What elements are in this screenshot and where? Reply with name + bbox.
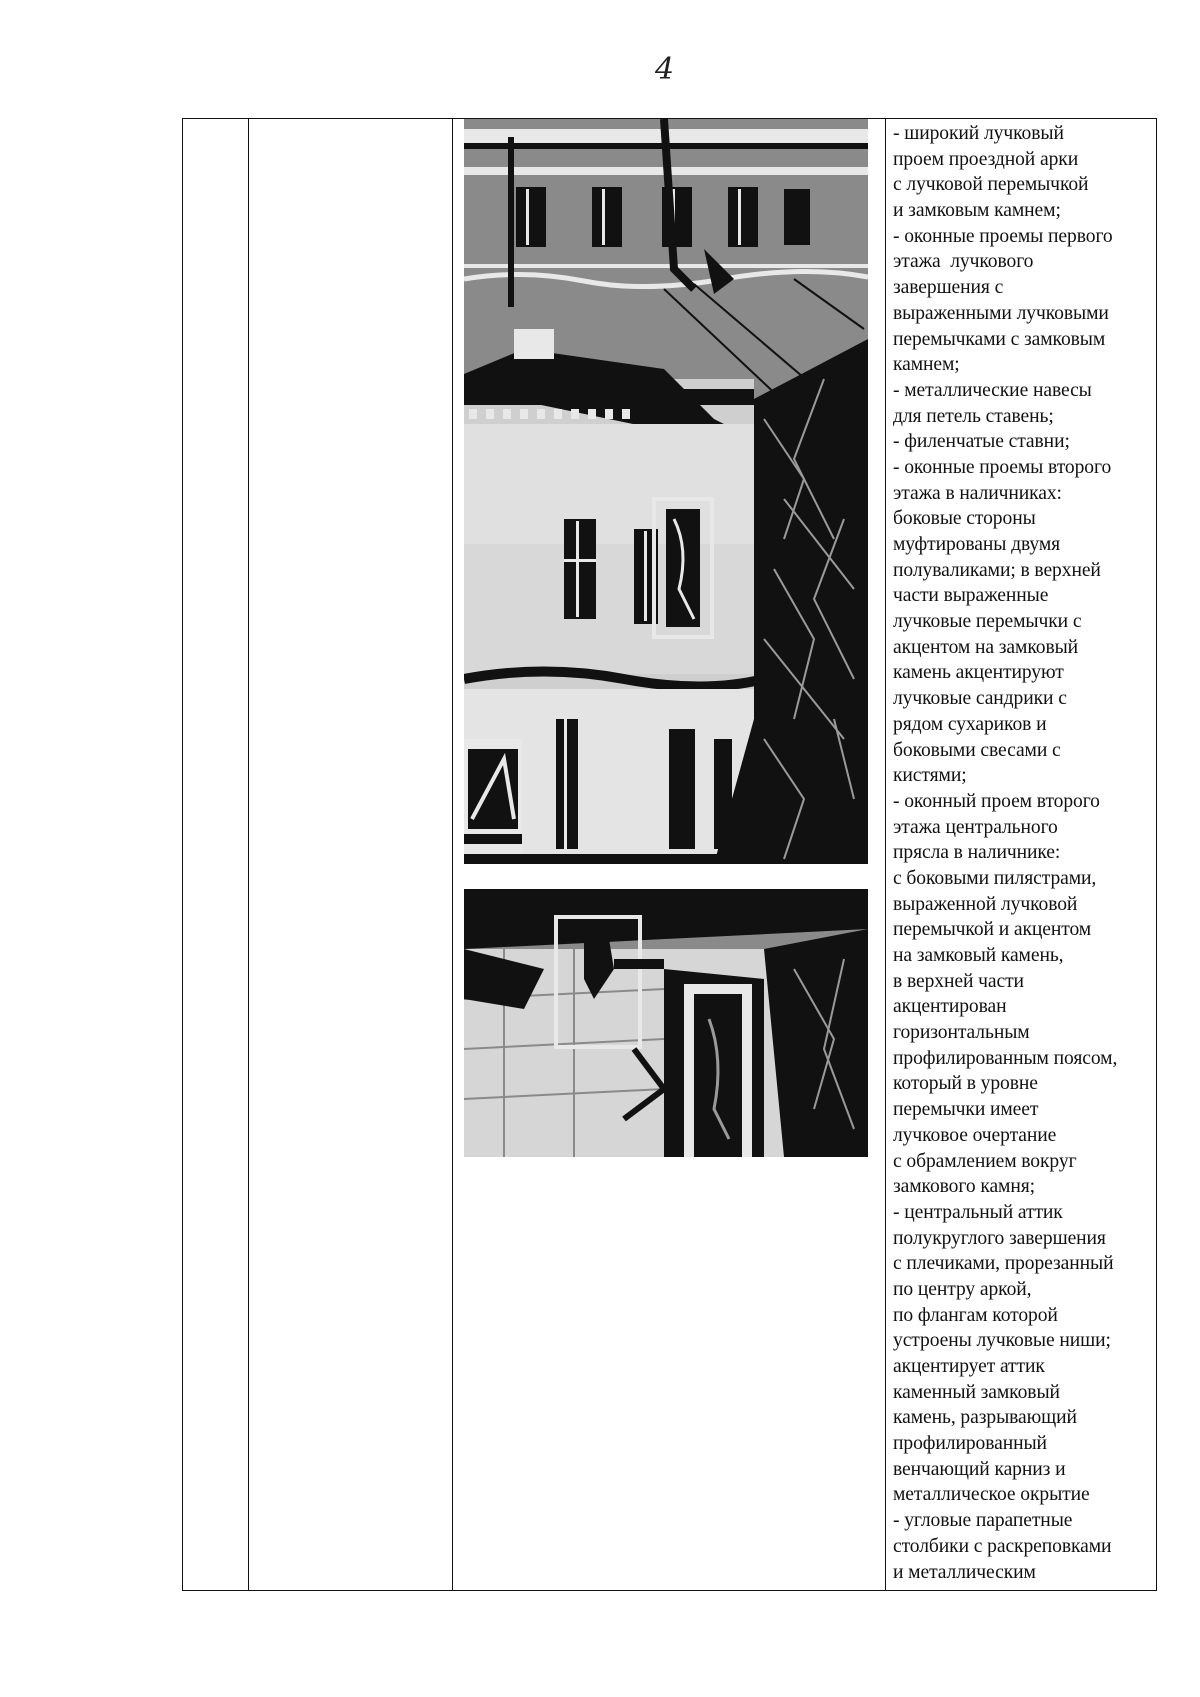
description-line: и металлическим xyxy=(893,1561,1036,1583)
description-line: - филенчатые ставни; xyxy=(893,431,1070,453)
description-line: лучковые перемычки с xyxy=(893,611,1082,633)
description-line: с обрамлением вокруг xyxy=(893,1150,1077,1172)
description-line: с боковыми пилястрами, xyxy=(893,867,1097,889)
description-line: венчающий карниз и xyxy=(893,1458,1066,1480)
description-line: камень, разрывающий xyxy=(893,1407,1077,1429)
description-line: боковые стороны xyxy=(893,508,1036,530)
description-line: с плечиками, прорезанный xyxy=(893,1253,1114,1275)
description-line: этажа центрального xyxy=(893,816,1058,838)
description-line: с лучковой перемычкой xyxy=(893,174,1089,196)
description-line: и замковым камнем; xyxy=(893,200,1061,222)
description-line: - оконные проемы первого xyxy=(893,225,1113,247)
description-line: профилированный xyxy=(893,1433,1047,1455)
description-line: - широкий лучковый xyxy=(893,123,1064,144)
description-line: для петель ставень; xyxy=(893,405,1054,427)
description-line: по флангам которой xyxy=(893,1304,1058,1326)
description-line: прясла в наличнике: xyxy=(893,842,1061,864)
description-line: акцентом на замковый xyxy=(893,636,1079,658)
description-line: акцентирует аттик xyxy=(893,1356,1045,1377)
description-line: камень акцентируют xyxy=(893,662,1064,684)
description-line: рядом сухариков и xyxy=(893,713,1047,735)
description-line: выраженными лучковыми xyxy=(893,302,1109,324)
description-line: устроены лучковые ниши; xyxy=(893,1330,1111,1352)
description-line: полукруглого завершения xyxy=(893,1227,1106,1249)
description-line: - центральный аттик xyxy=(893,1201,1063,1223)
description-line: горизонтальным xyxy=(893,1022,1030,1044)
description-line: проем проездной арки xyxy=(893,148,1079,170)
description-line: каменный замковый xyxy=(893,1381,1060,1403)
document-table xyxy=(182,118,1157,1591)
description-line: перемычками с замковым xyxy=(893,328,1106,350)
column-divider xyxy=(452,119,453,1590)
description-line: завершения с xyxy=(893,277,1004,299)
description-text xyxy=(893,121,1155,1585)
column-divider xyxy=(248,119,249,1590)
description-line: - угловые парапетные xyxy=(893,1510,1073,1532)
description-line: металлическое окрытие xyxy=(893,1484,1090,1506)
description-line: который в уровне xyxy=(893,1073,1038,1095)
description-line: перемычкой и акцентом xyxy=(893,919,1092,941)
description-line: камнем; xyxy=(893,354,960,376)
description-line: столбики с раскреповками xyxy=(893,1535,1112,1557)
description-line: - оконный проем второго xyxy=(893,790,1100,812)
description-line: перемычки имеет xyxy=(893,1099,1039,1121)
description-line: полуваликами; в верхней xyxy=(893,559,1101,581)
window-detail-photo xyxy=(464,889,868,1157)
description-line: лучковые сандрики с xyxy=(893,688,1067,710)
description-line: на замковый камень, xyxy=(893,945,1064,966)
description-line: лучковое очертание xyxy=(893,1124,1057,1146)
description-line: муфтированы двумя xyxy=(893,534,1061,555)
description-line: этажа в наличниках: xyxy=(893,482,1062,504)
description-line: профилированным поясом, xyxy=(893,1047,1118,1069)
building-facade-photo xyxy=(464,119,868,864)
description-line: боковыми свесами с xyxy=(893,739,1061,761)
column-divider xyxy=(885,119,886,1590)
description-line: по центру аркой, xyxy=(893,1278,1032,1300)
description-line: части выраженные xyxy=(893,585,1049,607)
page-number: 4 xyxy=(655,52,675,87)
description-line: в верхней части xyxy=(893,970,1024,992)
description-line: акцентирован xyxy=(893,996,1007,1018)
description-line: - оконные проемы второго xyxy=(893,456,1112,478)
description-line: выраженной лучковой xyxy=(893,893,1078,915)
description-line: замкового камня; xyxy=(893,1176,1035,1198)
description-line: этажа лучкового xyxy=(893,251,1034,273)
description-line: - металлические навесы xyxy=(893,379,1092,401)
description-line: кистями; xyxy=(893,765,967,787)
